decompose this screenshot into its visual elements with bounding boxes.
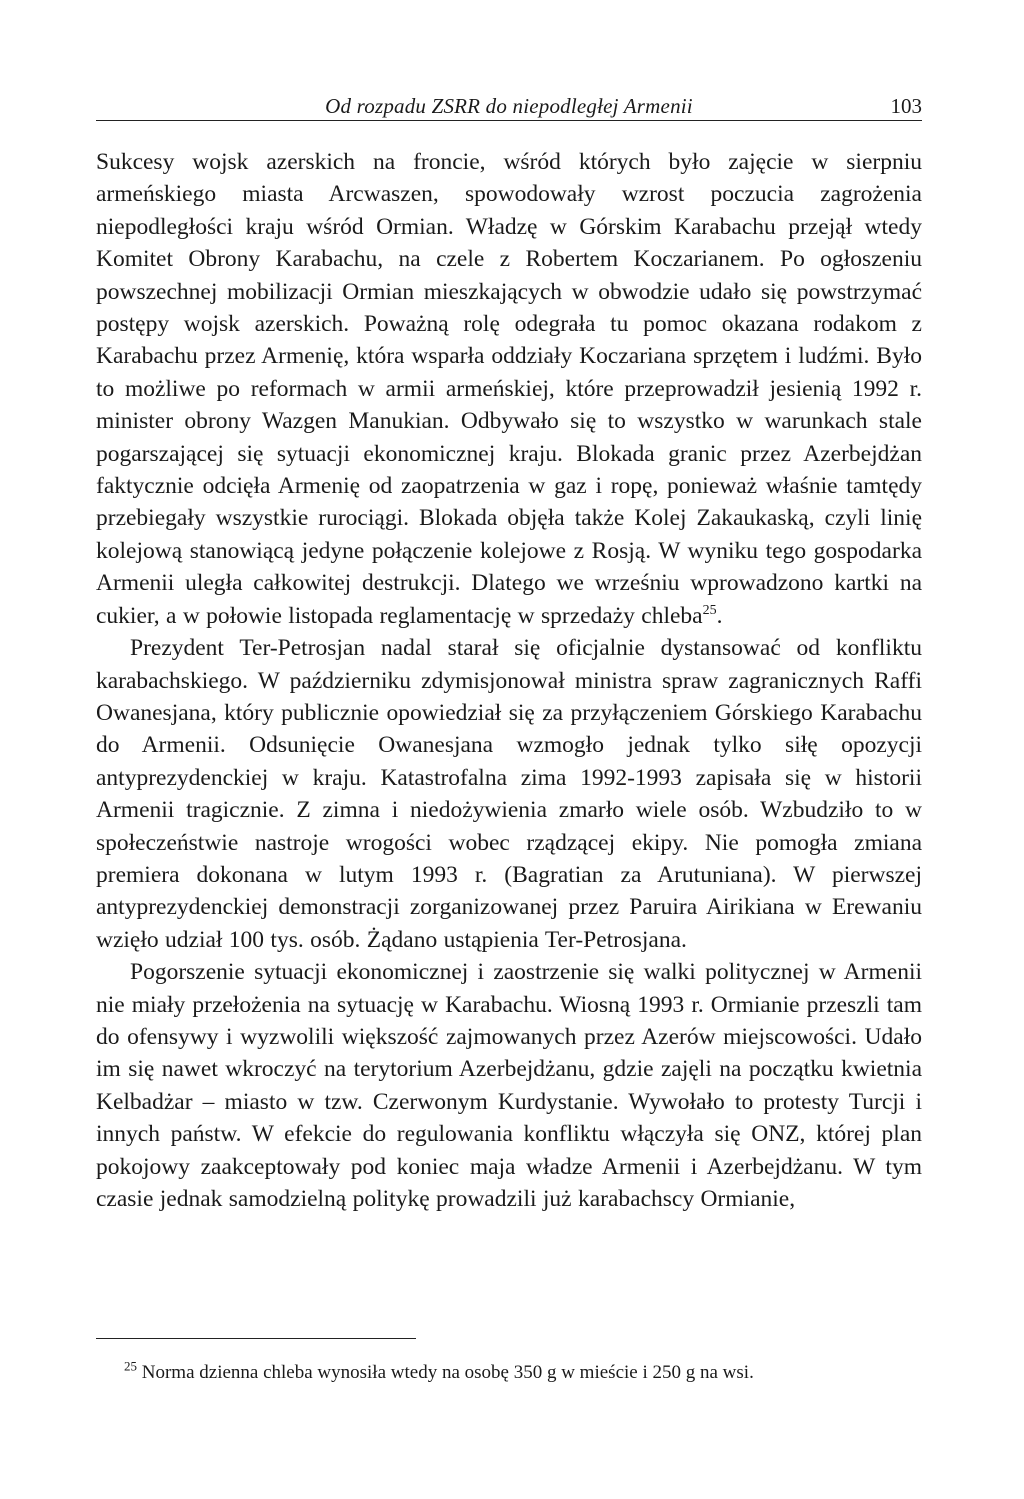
paragraph-1-end: . (716, 602, 723, 629)
footnote-separator (96, 1338, 416, 1339)
paragraph-3: Pogorszenie sytuacji ekonomicznej i zaostrzenie się walki politycznej w Armenii nie miały przełożenia na sytuację w Karabachu. Wiosną 1993 r. Ormianie przeszli tam do ofensywy i wyzwolili większość zajmowanych przez Azerów miejscowości. Udało im się nawet wkroczyć na terytorium Azerbejdżanu, gdzie zajęli na początku kwietnia Kelbadżar – miasto w tzw. Czerwonym Kurdystanie. Wywołało to protesty Turcji i innych państw. W efekcie do regulowania konfliktu włączyła się ONZ, której plan pokojowy zaakceptowały pod koniec maja władze Armenii i Azerbejdżanu. W tym czasie jednak samodzielną politykę prowadzili już karabachscy Ormianie, (96, 959, 922, 1212)
body-text (96, 146, 922, 1215)
running-header (96, 92, 922, 121)
footnote-reference: 25 (702, 602, 717, 618)
page-number: 103 (890, 94, 922, 118)
running-title: Od rozpadu ZSRR do niepodległej Armenii (325, 94, 693, 118)
footnote-text: Norma dzienna chleba wynosiła wtedy na osobę 350 g w mieście i 250 g na wsi. (137, 1362, 754, 1383)
paragraph-1-text: Sukcesy wojsk azerskich na froncie, wśród których było zajęcie w sierpniu armeńskiego miasta Arcwaszen, spowodowały wzrost poczucia zagrożenia niepodległości kraju wśród Ormian. Władzę w Górskim Karabachu przejął wtedy Komitet Obrony Karabachu, na czele z Robertem Koczarianem. Po ogłoszeniu powszechnej mobilizacji Ormian mieszkających w obwodzie udało się powstrzymać postępy wojsk azerskich. Poważną rolę odegrała tu pomoc okazana rodakom z Karabachu przez Armenię, która wsparła oddziały Koczariana sprzętem i ludźmi. Było to możliwe po reformach w armii armeńskiej, które przeprowadził jesienią 1992 r. minister obrony Wazgen Manukian. Odbywało się to wszystko w warunkach stale pogarszającej się sytuacji ekonomicznej kraju. Blokada granic przez Azerbejdżan faktycznie odcięła Armenię od zaopatrzenia w gaz i ropę, ponieważ właśnie tamtędy przebiegały wszystkie rurociągi. Blokada objęła także Kolej Zakaukaską, czyli linię kolejową stanowiącą jedyne połączenie kolejowe z Rosją. W wyniku tego gospodarka Armenii uległa całkowitej destrukcji. Dlatego we wrześniu wprowadzono kartki na cukier, a w połowie listopada reglamentację w sprzedaży chleba (96, 149, 922, 629)
paragraph-2: Prezydent Ter-Petrosjan nadal starał się oficjalnie dystansować od konfliktu karabachskiego. W październiku zdymisjonował ministra spraw zagranicznych Raffi Owanesjana, który publicznie opowiedział się za przyłączeniem Górskiego Karabachu do Armenii. Odsunięcie Owanesjana wzmogło jednak tylko siłę opozycji antyprezydenckiej w kraju. Katastrofalna zima 1992-1993 zapisała się w historii Armenii tragicznie. Z zimna i niedożywienia zmarło wiele osób. Wzbudziło to w społeczeństwie nastroje wrogości wobec rządzącej ekipy. Nie pomogła zmiana premiera dokonana w lutym 1993 r. (Bagratian za Arutuniana). W pierwszej antyprezydenckiej demonstracji zorganizowanej przez Paruira Airikiana w Erewaniu wzięło udział 100 tys. osób. Żądano ustąpienia Ter-Petrosjana. (96, 635, 922, 953)
footnote-number: 25 (124, 1358, 137, 1374)
paragraph-1 (96, 146, 922, 632)
footnote (96, 1360, 922, 1386)
